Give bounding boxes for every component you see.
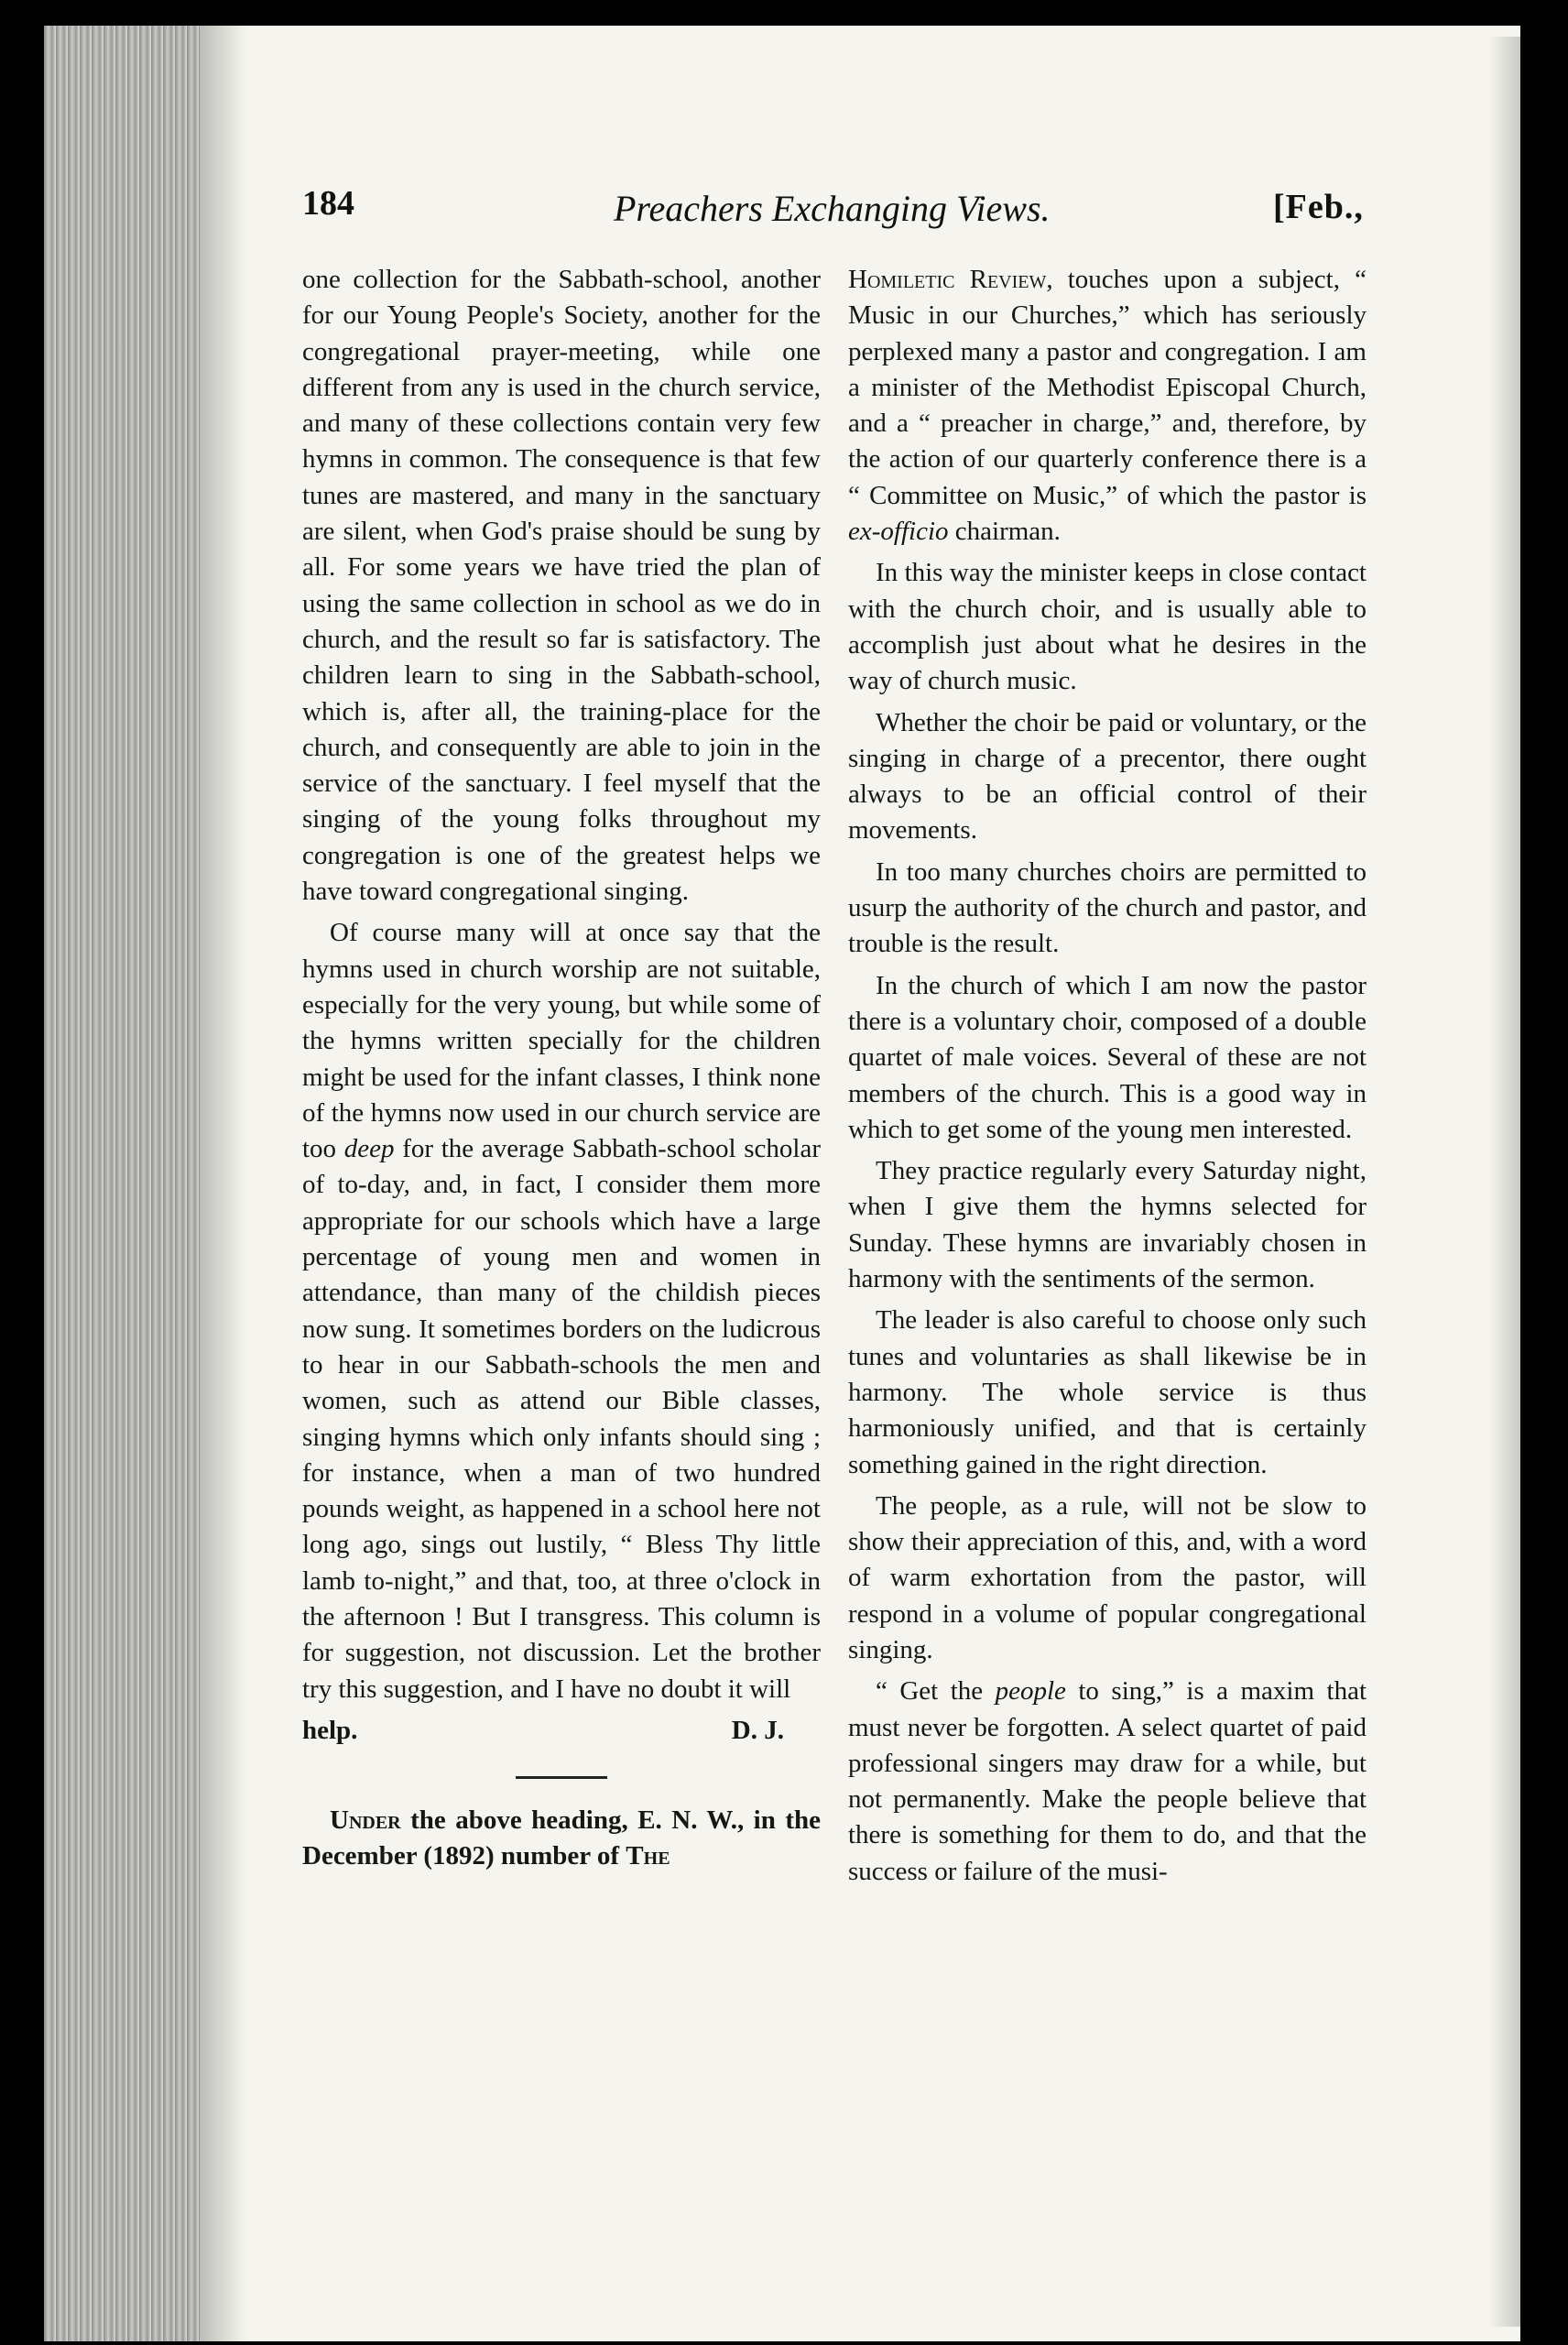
paragraph — [848, 1674, 1367, 1890]
paragraph-text: for the average Sabbath-school scholar of to-day, and, in fact, I consider them more appropriate for our schools which have a large percentage of young men and women in attendance, than many of the childish pieces now sung. It sometimes borders on the ludicrous to hear in our Sabbath-schools the men and women, such as attend our Bible classes, singing hymns which only infants should sing ; for instance, when a man of two hundred pounds weight, as happened in a school here not long ago, sings out lustily, “ Bless Thy little lamb to-night,” and that, too, at three o'clock in the afternoon ! But I transgress. This column is for suggestion, not discussion. Let the brother try this suggestion, and I have no doubt it will — [302, 1134, 821, 1704]
paragraph: In the church of which I am now the pastor there is a voluntary choir, composed of a double quartet of male voices. Several of these are not members of the church. This is a good way in which to get some of the young men interested. — [848, 970, 1367, 1144]
scan-border — [1520, 0, 1568, 2345]
paragraph: The leader is also careful to choose only such tunes and voluntaries as shall likewise be in harmony. The whole service is thus harmoniously unified, and that is certainly something gained in the right direction. — [848, 1305, 1367, 1479]
book-spine-edge — [44, 26, 200, 2341]
paragraph: The people, as a rule, will not be slow to show their appreciation of this, and, with a word of warm exhortation from the pastor, will respond in a volume of popular congregational singing. — [848, 1490, 1367, 1664]
header-date: [Feb., — [1273, 188, 1364, 226]
paragraph-text: chairman. — [948, 517, 1061, 547]
left-column — [302, 262, 821, 1881]
publication-name: The — [626, 1841, 670, 1871]
paragraph-text: Of course many will at once say that the hymns used in church worship are not suitable, especially for the very young, but while some of the hymns written specially for the children might be used for the infant classes, I think none of the hymns now used in our church service are too — [302, 918, 821, 1164]
paragraph: They practice regularly every Saturday night, when I give them the hymns selected for Sunday. These hymns are invariably chosen in harmony with the sentiments of the sermon. — [848, 1156, 1367, 1294]
page-number: 184 — [302, 184, 354, 223]
emphasis-text: ex-officio — [848, 517, 949, 547]
running-title: Preachers Exchanging Views. — [614, 188, 1051, 229]
paragraph-text: touches upon a subject, “ Music in our Churches,” which has seriously perplexed many a pastor and congregation. I am a minister of the Methodist Episcopal Church, and a “ preacher in charge,” and, therefore, by the action of our quarterly conference there is a “ Committee on Music,” of which the pastor is — [848, 265, 1367, 510]
paragraph: one collection for the Sabbath-school, another for our Young People's Society, another for the congregational prayer-meeting, while one different from any is used in the church service, and many of these collections contain very few hymns in common. The consequence is that few tunes are mastered, and many in the sanctuary are silent, when God's praise should be sung by all. For some years we have tried the plan of using the same collection in school as we do in church, and the result so far is satisfactory. The children learn to sing in the Sabbath-school, which is, after all, the training-place for the church, and consequently are able to join in the service of the sanctuary. I feel myself that the singing of the young folks throughout my congregation is one of the greatest helps we have toward congregational singing. — [302, 265, 821, 907]
page-edge-shadow — [1489, 37, 1520, 2327]
paragraph: Whether the choir be paid or voluntary, or the singing in charge of a precentor, there ought always to be an official control of their movements. — [848, 707, 1367, 845]
closing-word: help. — [302, 1715, 358, 1745]
paragraph: In too many churches choirs are permitted to usurp the authority of the church and pastor, and trouble is the result. — [848, 856, 1367, 959]
signature-line — [302, 1713, 821, 1749]
right-column — [848, 262, 1367, 1895]
paragraph — [302, 915, 821, 1707]
lead-in-word: Under — [330, 1805, 401, 1836]
page-header — [302, 183, 1401, 247]
publication-name: Homiletic Review, — [848, 265, 1053, 294]
paragraph: In this way the minister keeps in close contact with the church choir, and is usually able to accomplish just about what he desires in the way of church music. — [848, 558, 1367, 696]
paragraph-text: “ Get the — [876, 1676, 996, 1707]
paragraph-text: to sing,” is a maxim that must never be forgotten. A select quartet of paid professional singers may draw for a while, but not permanently. Make the people believe that there is something for them to do, and that the success or failure of the musi- — [848, 1676, 1367, 1886]
emphasis-text: people — [995, 1676, 1066, 1707]
author-initials: D. J. — [731, 1715, 784, 1745]
emphasis-text: deep — [343, 1134, 395, 1164]
section-divider — [516, 1776, 607, 1779]
paragraph-text: the above heading, E. N. W., in the December (1892) number of — [302, 1805, 821, 1871]
spine-shadow — [200, 26, 245, 2341]
paragraph — [848, 262, 1367, 550]
paragraph — [302, 1803, 821, 1875]
